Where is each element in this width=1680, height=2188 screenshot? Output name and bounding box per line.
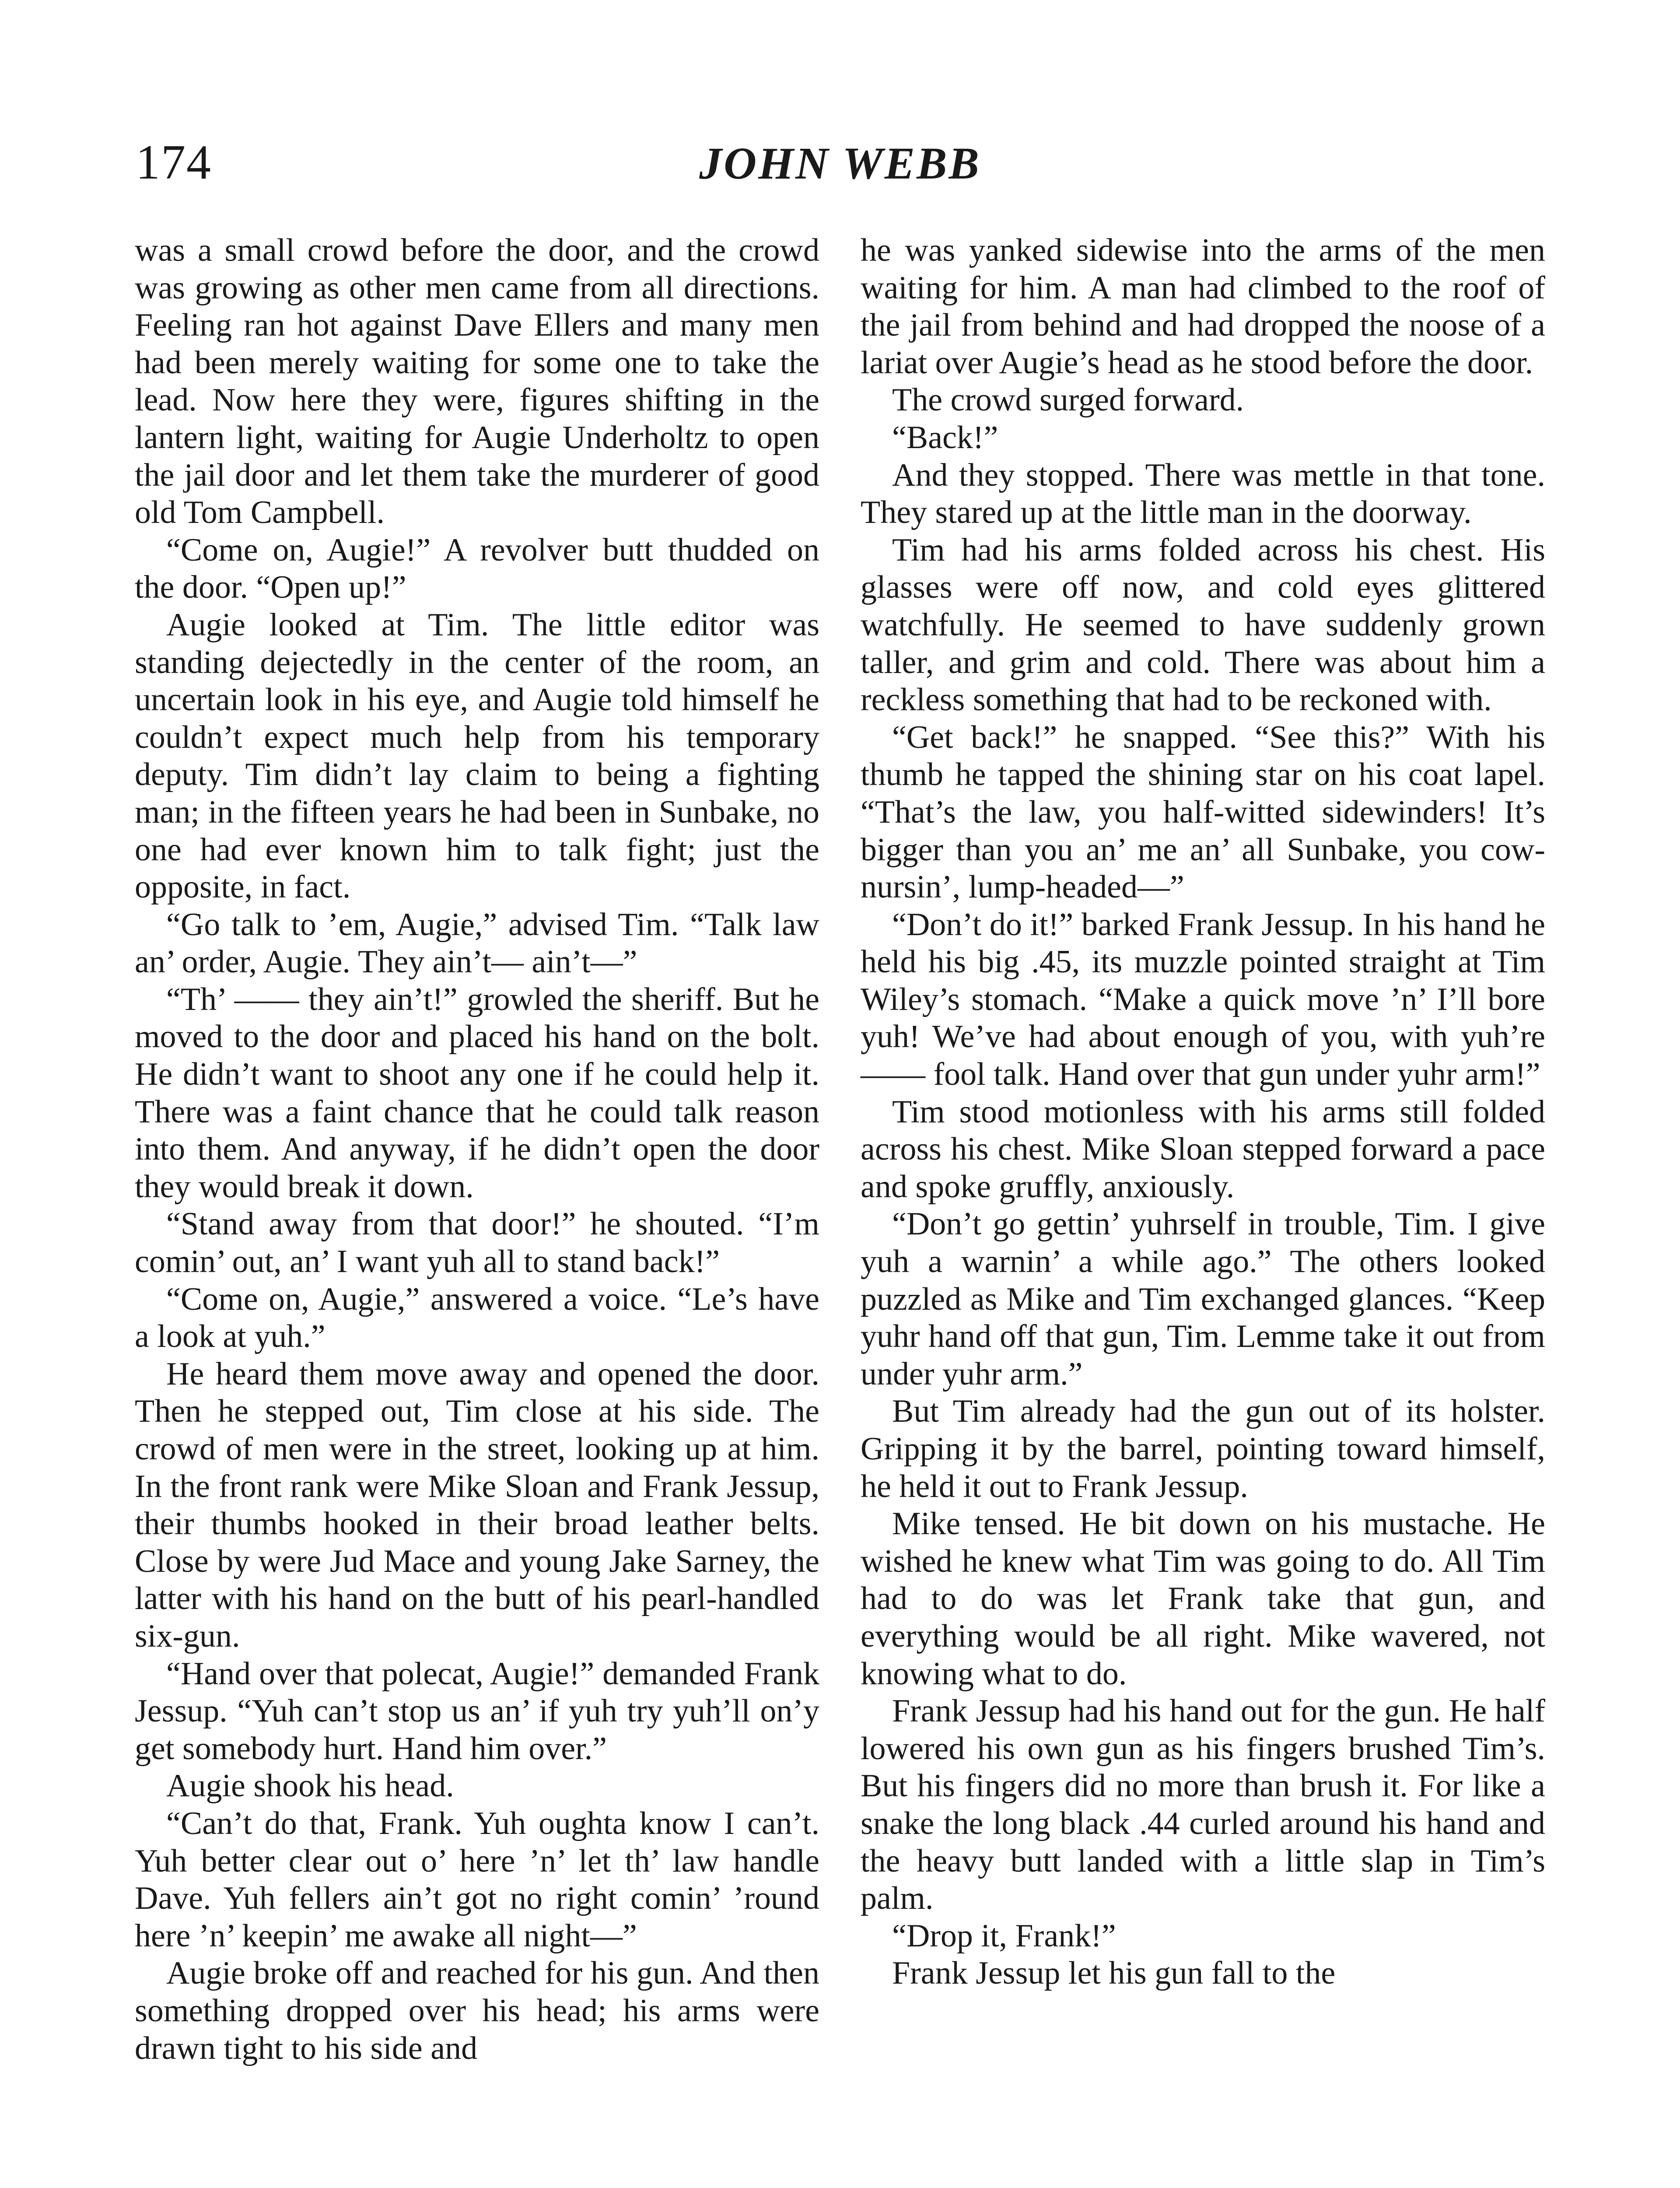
running-title: JOHN WEBB [699, 138, 981, 189]
page-number: 174 [136, 135, 212, 189]
paragraph: was a small crowd before the door, and the crowd was growing as other men came from all directions. Feeling ran hot against Dave Ellers and many men had been merely waiting for some one to take the lead. Now here they were, figures shifting in the lantern light, waiting for Augie Underholtz to open the jail door and let them take the murderer of good old Tom Campbell. [135, 232, 819, 531]
paragraph: “Can’t do that, Frank. Yuh oughta know I can’t. Yuh better clear out o’ here ’n’ let th’ law handle Dave. Yuh fellers ain’t got no right comin’ ’round here ’n’ keepin’ me awake all night—” [135, 1805, 819, 1954]
paragraph: “Come on, Augie,” answered a voice. “Le’s have a look at yuh.” [135, 1281, 819, 1355]
paragraph: he was yanked sidewise into the arms of the men waiting for him. A man had climbed to the roof of the jail from behind and had dropped the noose of a lariat over Augie’s head as he stood before the door. [861, 232, 1545, 381]
paragraph: “Stand away from that door!” he shouted. “I’m comin’ out, an’ I want yuh all to stand back!” [135, 1206, 819, 1280]
paragraph: Mike tensed. He bit down on his mustache. He wished he knew what Tim was going to do. All Tim had to do was let Frank take that gun, and everything would be all right. Mike wavered, not knowing what to do. [861, 1506, 1545, 1692]
paragraph: Augie looked at Tim. The little editor was standing dejectedly in the center of the room, an uncertain look in his eye, and Augie told himself he couldn’t expect much help from his temporary deputy. Tim didn’t lay claim to being a fighting man; in the fifteen years he had been in Sunbake, no one had ever known him to talk fight; just the opposite, in fact. [135, 607, 819, 905]
paragraph: Augie shook his head. [166, 1768, 454, 1804]
right-column [861, 232, 1545, 1992]
paragraph: He heard them move away and opened the door. Then he stepped out, Tim close at his side. The crowd of men were in the street, looking up at him. In the front rank were Mike Sloan and Frank Jessup, their thumbs hooked in their broad leather belts. Close by were Jud Mace and young Jake Sarney, the latter with his hand on the butt of his pearl-handled six-gun. [135, 1356, 819, 1654]
paragraph: “Get back!” he snapped. “See this?” With his thumb he tapped the shining star on his coat lapel. “That’s the law, you half-witted sidewinders! It’s bigger than you an’ me an’ all Sunbake, you cow-nursin’, lump-headed—” [861, 719, 1545, 905]
paragraph: “Don’t do it!” barked Frank Jessup. In his hand he held his big .45, its muzzle pointed straight at Tim Wiley’s stomach. “Make a quick move ’n’ I’ll bore yuh! We’ve had about enough of you, with yuh’re —— fool talk. Hand over that gun under yuhr arm!” [861, 906, 1545, 1093]
left-column [135, 232, 819, 2067]
paragraph: But Tim already had the gun out of its holster. Gripping it by the barrel, pointing toward himself, he held it out to Frank Jessup. [861, 1393, 1545, 1504]
paragraph: The crowd surged forward. [892, 382, 1244, 418]
paragraph: Frank Jessup let his gun fall to the [892, 1955, 1336, 1992]
paragraph: Augie broke off and reached for his gun. And then something dropped over his head; his arms were drawn tight to his side and [135, 1955, 819, 2066]
paragraph: Tim had his arms folded across his chest. His glasses were off now, and cold eyes glittered watchfully. He seemed to have suddenly grown taller, and grim and cold. There was about him a reckless something that had to be reckoned with. [861, 532, 1545, 718]
paragraph: And they stopped. There was mettle in that tone. They stared up at the little man in the doorway. [861, 457, 1545, 531]
paragraph: “Go talk to ’em, Augie,” advised Tim. “Talk law an’ order, Augie. They ain’t— ain’t—” [135, 906, 819, 980]
paragraph: “Back!” [892, 419, 998, 456]
paragraph: “Come on, Augie!” A revolver butt thudded on the door. “Open up!” [135, 532, 819, 606]
paragraph: “Don’t go gettin’ yuhrself in trouble, Tim. I give yuh a warnin’ a while ago.” The others looked puzzled as Mike and Tim exchanged glances. “Keep yuhr hand off that gun, Tim. Lemme take it out from under yuhr arm.” [861, 1206, 1545, 1392]
paragraph: “Drop it, Frank!” [892, 1918, 1116, 1954]
paragraph: Tim stood motionless with his arms still folded across his chest. Mike Sloan stepped forward a pace and spoke gruffly, anxiously. [861, 1094, 1545, 1205]
paragraph: Frank Jessup had his hand out for the gun. He half lowered his own gun as his fingers brushed Tim’s. But his fingers did no more than brush it. For like a snake the long black .44 curled around his hand and the heavy butt landed with a little slap in Tim’s palm. [861, 1693, 1545, 1917]
paragraph: “Hand over that polecat, Augie!” demanded Frank Jessup. “Yuh can’t stop us an’ if yuh try yuh’ll on’y get somebody hurt. Hand him over.” [135, 1655, 819, 1767]
paragraph: “Th’ —— they ain’t!” growled the sheriff. But he moved to the door and placed his hand on the bolt. He didn’t want to shoot any one if he could help it. There was a faint chance that he could talk reason into them. And anyway, if he didn’t open the door they would break it down. [135, 981, 819, 1205]
